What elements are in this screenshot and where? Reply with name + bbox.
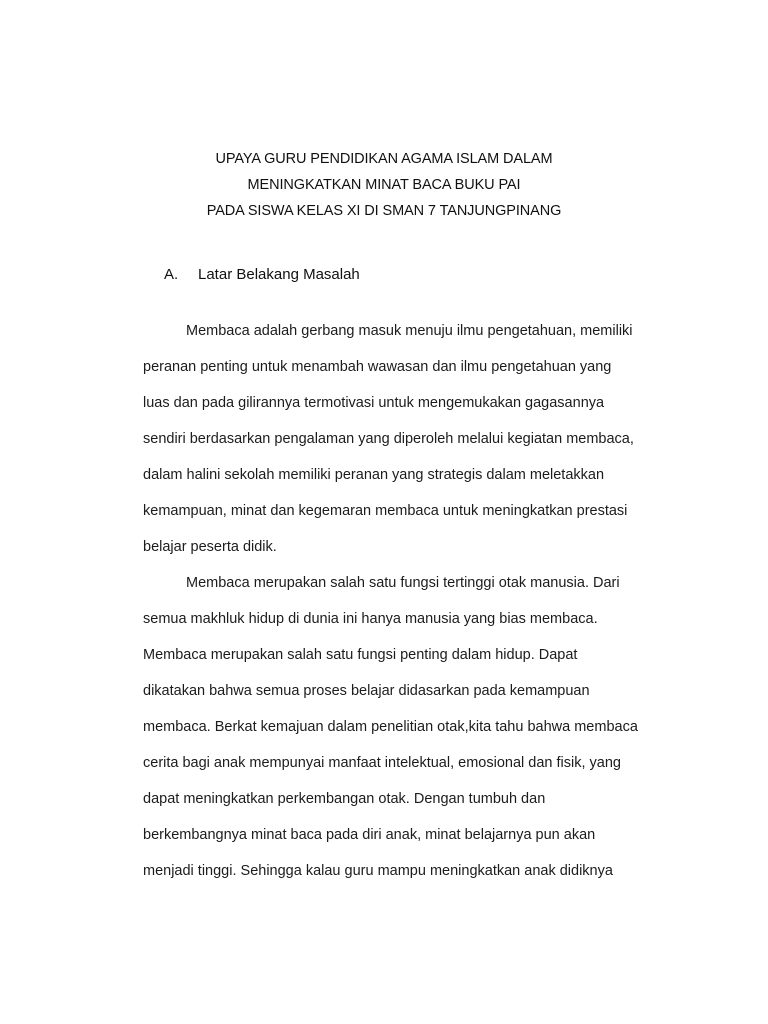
title-line-3: PADA SISWA KELAS XI DI SMAN 7 TANJUNGPINANG [206, 203, 562, 219]
paragraph-2-line: semua makhluk hidup di dunia ini hanya manusia yang bias membaca. [143, 611, 598, 627]
paragraph-2-line: membaca. Berkat kemajuan dalam penelitian otak,kita tahu bahwa membaca [143, 719, 638, 735]
paragraph-2-line: dapat meningkatkan perkembangan otak. Dengan tumbuh dan [143, 791, 546, 807]
section-heading-text: Latar Belakang Masalah [198, 266, 360, 283]
paragraph-2-line: Membaca merupakan salah satu fungsi penting dalam hidup. Dapat [143, 647, 578, 663]
section-letter: A. [164, 266, 179, 283]
paragraph-1-line: sendiri berdasarkan pengalaman yang diperoleh melalui kegiatan membaca, [143, 431, 634, 447]
title-line-1: UPAYA GURU PENDIDIKAN AGAMA ISLAM DALAM [215, 151, 553, 167]
paragraph-2-line: berkembangnya minat baca pada diri anak, minat belajarnya pun akan [143, 827, 596, 843]
paragraph-1-line: Membaca adalah gerbang masuk menuju ilmu pengetahuan, memiliki [186, 323, 633, 339]
title-line-2: MENINGKATKAN MINAT BACA BUKU PAI [247, 177, 521, 193]
paragraph-1-line: kemampuan, minat dan kegemaran membaca untuk meningkatkan prestasi [143, 503, 628, 519]
section-heading [164, 266, 360, 283]
paragraph-1-line: dalam halini sekolah memiliki peranan yang strategis dalam meletakkan [143, 467, 605, 483]
paragraph-2-line: dikatakan bahwa semua proses belajar didasarkan pada kemampuan [143, 683, 590, 699]
paragraph-1-line: peranan penting untuk menambah wawasan dan ilmu pengetahuan yang [143, 359, 612, 375]
paragraph-2-line: cerita bagi anak mempunyai manfaat intelektual, emosional dan fisik, yang [143, 755, 621, 771]
paragraph-2-line: menjadi tinggi. Sehingga kalau guru mampu meningkatkan anak didiknya [143, 863, 613, 879]
paragraph-1-line: luas dan pada gilirannya termotivasi untuk mengemukakan gagasannya [143, 395, 605, 411]
paragraph-1-line: belajar peserta didik. [143, 539, 277, 555]
paragraph-2-line: Membaca merupakan salah satu fungsi tertinggi otak manusia. Dari [186, 575, 620, 591]
